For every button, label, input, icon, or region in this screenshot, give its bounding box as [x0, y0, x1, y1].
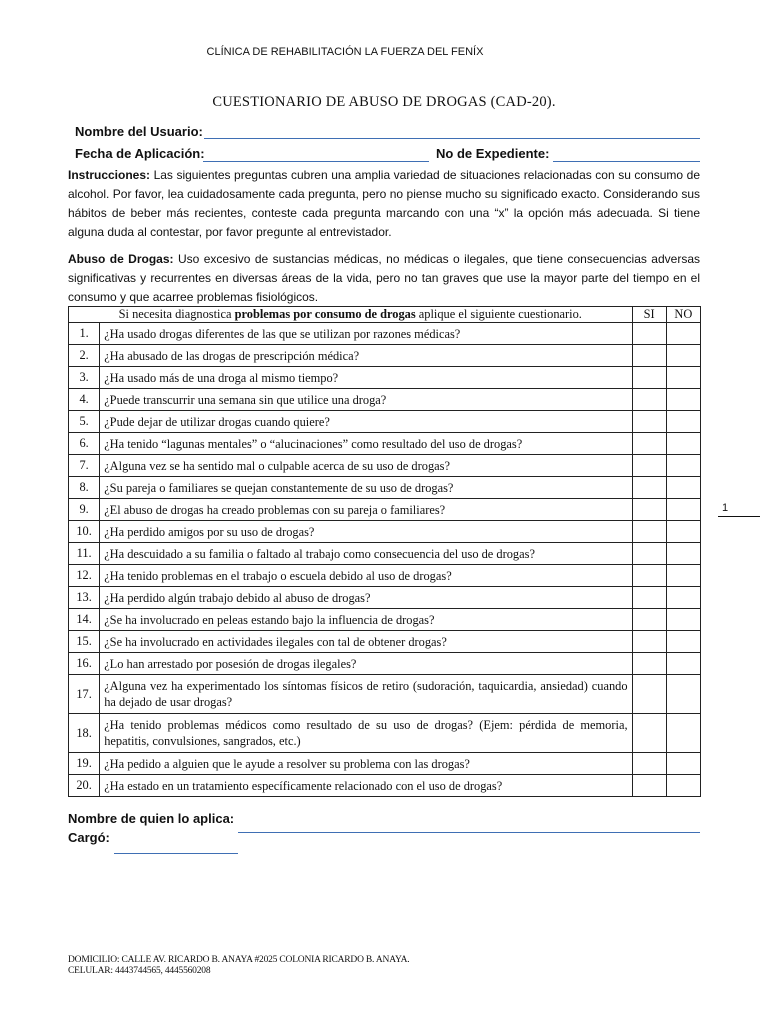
question-number: 14. [69, 609, 100, 631]
answer-yes-cell[interactable] [632, 753, 666, 775]
applicant-label: Nombre de quien lo aplica: [68, 811, 235, 826]
answer-yes-cell[interactable] [632, 543, 666, 565]
definition-paragraph [68, 250, 700, 307]
answer-yes-cell[interactable] [632, 609, 666, 631]
date-field[interactable] [203, 161, 429, 162]
record-number-label: No de Expediente: [436, 146, 550, 161]
applicant-field[interactable] [238, 832, 700, 833]
question-number: 12. [69, 565, 100, 587]
answer-yes-cell[interactable] [632, 477, 666, 499]
record-number-field[interactable] [553, 161, 700, 162]
question-text: ¿Ha abusado de las drogas de prescripción médica? [100, 345, 632, 367]
answer-yes-cell[interactable] [632, 323, 666, 345]
instructions-text: Las siguientes preguntas cubren una amplia variedad de situaciones relacionadas con su consumo de alcohol. Por favor, lea cuidadosamente cada pregunta, pero no piense mucho su significado exacto. Considerando sus hábitos de beber más recientes, conteste cada pregunta marcando con una “x” la opción más adecuada. Si tiene alguna duda al contestar, por favor pregunte al entrevistador. [68, 168, 700, 239]
answer-no-cell[interactable] [666, 455, 700, 477]
question-number: 10. [69, 521, 100, 543]
question-row [69, 521, 701, 543]
answer-no-cell[interactable] [666, 714, 700, 753]
question-row [69, 775, 701, 797]
question-row [69, 587, 701, 609]
question-row [69, 499, 701, 521]
answer-yes-cell[interactable] [632, 653, 666, 675]
date-label: Fecha de Aplicación: [75, 146, 205, 161]
table-intro-start: Si necesita diagnostica [118, 307, 235, 321]
question-number: 1. [69, 323, 100, 345]
question-row [69, 323, 701, 345]
footer-phone: CELULAR: 4443744565, 4445560208 [68, 966, 211, 976]
question-row [69, 565, 701, 587]
answer-yes-cell[interactable] [632, 587, 666, 609]
question-row [69, 433, 701, 455]
question-number: 19. [69, 753, 100, 775]
question-text: ¿Ha tenido problemas médicos como resultado de su uso de drogas? (Ejem: pérdida de memoria, hepatitis, convulsiones, sangrados, etc.) [100, 714, 632, 753]
footer [68, 955, 409, 977]
question-text: ¿Su pareja o familiares se quejan constantemente de su uso de drogas? [100, 477, 632, 499]
position-label: Cargó: [68, 830, 110, 845]
question-text: ¿Ha estado en un tratamiento específicamente relacionado con el uso de drogas? [100, 775, 632, 797]
table-intro [69, 307, 633, 323]
answer-no-cell[interactable] [666, 675, 700, 714]
answer-yes-cell[interactable] [632, 411, 666, 433]
answer-yes-cell[interactable] [632, 433, 666, 455]
question-number: 13. [69, 587, 100, 609]
question-number: 8. [69, 477, 100, 499]
table-intro-bold: problemas por consumo de drogas [234, 307, 416, 321]
table-header-row [69, 307, 701, 323]
question-text: ¿Ha tenido problemas en el trabajo o escuela debido al uso de drogas? [100, 565, 632, 587]
question-text: ¿Se ha involucrado en peleas estando bajo la influencia de drogas? [100, 609, 632, 631]
instructions-paragraph [68, 166, 700, 242]
question-row [69, 477, 701, 499]
question-number: 4. [69, 389, 100, 411]
answer-yes-cell[interactable] [632, 775, 666, 797]
answer-no-cell[interactable] [666, 753, 700, 775]
question-text: ¿Alguna vez se ha sentido mal o culpable acerca de su uso de drogas? [100, 455, 632, 477]
question-number: 17. [69, 675, 100, 714]
answer-yes-cell[interactable] [632, 565, 666, 587]
question-number: 11. [69, 543, 100, 565]
question-number: 6. [69, 433, 100, 455]
user-name-label: Nombre del Usuario: [75, 124, 203, 139]
question-text: ¿Ha pedido a alguien que le ayude a resolver su problema con las drogas? [100, 753, 632, 775]
question-number: 7. [69, 455, 100, 477]
instructions-label: Instrucciones: [68, 168, 151, 182]
question-row [69, 455, 701, 477]
answer-no-cell[interactable] [666, 587, 700, 609]
question-row [69, 543, 701, 565]
clinic-name: CLÍNICA DE REHABILITACIÓN LA FUERZA DEL FENÍX [206, 46, 484, 58]
question-row [69, 609, 701, 631]
answer-no-cell[interactable] [666, 653, 700, 675]
answer-no-cell[interactable] [666, 499, 700, 521]
answer-no-cell[interactable] [666, 565, 700, 587]
answer-yes-cell[interactable] [632, 521, 666, 543]
question-number: 5. [69, 411, 100, 433]
question-row [69, 631, 701, 653]
question-row [69, 653, 701, 675]
answer-no-cell[interactable] [666, 433, 700, 455]
answer-no-cell[interactable] [666, 609, 700, 631]
answer-yes-cell[interactable] [632, 367, 666, 389]
answer-no-cell[interactable] [666, 521, 700, 543]
question-number: 18. [69, 714, 100, 753]
question-number: 9. [69, 499, 100, 521]
page-number-rule [718, 516, 760, 517]
question-row [69, 753, 701, 775]
question-row [69, 345, 701, 367]
column-no-header: NO [666, 307, 700, 323]
question-row [69, 411, 701, 433]
question-number: 15. [69, 631, 100, 653]
answer-no-cell[interactable] [666, 631, 700, 653]
answer-no-cell[interactable] [666, 389, 700, 411]
question-number: 3. [69, 367, 100, 389]
answer-no-cell[interactable] [666, 323, 700, 345]
column-yes-header: SI [632, 307, 666, 323]
answer-yes-cell[interactable] [632, 455, 666, 477]
question-text: ¿Ha perdido amigos por su uso de drogas? [100, 521, 632, 543]
answer-no-cell[interactable] [666, 367, 700, 389]
question-text: ¿Ha usado más de una droga al mismo tiempo? [100, 367, 632, 389]
footer-address: DOMICILIO: CALLE AV. RICARDO B. ANAYA #2025 COLONIA RICARDO B. ANAYA. [68, 955, 410, 965]
page-number: 1 [722, 502, 729, 514]
answer-yes-cell[interactable] [632, 345, 666, 367]
question-text: ¿El abuso de drogas ha creado problemas con su pareja o familiares? [100, 499, 632, 521]
question-number: 2. [69, 345, 100, 367]
question-row [69, 367, 701, 389]
document-title: CUESTIONARIO DE ABUSO DE DROGAS (CAD-20). [212, 94, 556, 110]
answer-no-cell[interactable] [666, 543, 700, 565]
question-text: ¿Lo han arrestado por posesión de drogas ilegales? [100, 653, 632, 675]
answer-yes-cell[interactable] [632, 389, 666, 411]
question-row [69, 675, 701, 714]
answer-no-cell[interactable] [666, 345, 700, 367]
user-name-field[interactable] [204, 138, 700, 139]
question-text: ¿Ha perdido algún trabajo debido al abuso de drogas? [100, 587, 632, 609]
answer-yes-cell[interactable] [632, 631, 666, 653]
answer-yes-cell[interactable] [632, 714, 666, 753]
answer-no-cell[interactable] [666, 775, 700, 797]
question-text: ¿Ha descuidado a su familia o faltado al trabajo como consecuencia del uso de drogas? [100, 543, 632, 565]
question-text: ¿Ha usado drogas diferentes de las que se utilizan por razones médicas? [100, 323, 632, 345]
answer-no-cell[interactable] [666, 477, 700, 499]
table-intro-end: aplique el siguiente cuestionario. [415, 307, 582, 321]
question-number: 16. [69, 653, 100, 675]
question-text: ¿Puede transcurrir una semana sin que utilice una droga? [100, 389, 632, 411]
question-text: ¿Alguna vez ha experimentado los síntomas físicos de retiro (sudoración, taquicardia, ansiedad) cuando ha dejado de usar drogas? [100, 675, 632, 714]
position-field[interactable] [114, 853, 238, 854]
answer-no-cell[interactable] [666, 411, 700, 433]
question-row [69, 389, 701, 411]
questionnaire-table [68, 306, 701, 797]
question-row [69, 714, 701, 753]
definition-text: Uso excesivo de sustancias médicas, no médicas o ilegales, que tiene consecuencias adversas significativas y recurrentes en diversas áreas de la vida, pero no tan graves que use la mayor parte del tiempo en el consumo y que acarree problemas fisiológicos. [68, 252, 701, 304]
answer-yes-cell[interactable] [632, 675, 666, 714]
definition-label: Abuso de Drogas: [68, 252, 174, 266]
question-text: ¿Pude dejar de utilizar drogas cuando quiere? [100, 411, 632, 433]
question-text: ¿Se ha involucrado en actividades ilegales con tal de obtener drogas? [100, 631, 632, 653]
answer-yes-cell[interactable] [632, 499, 666, 521]
question-text: ¿Ha tenido “lagunas mentales” o “alucinaciones” como resultado del uso de drogas? [100, 433, 632, 455]
question-number: 20. [69, 775, 100, 797]
